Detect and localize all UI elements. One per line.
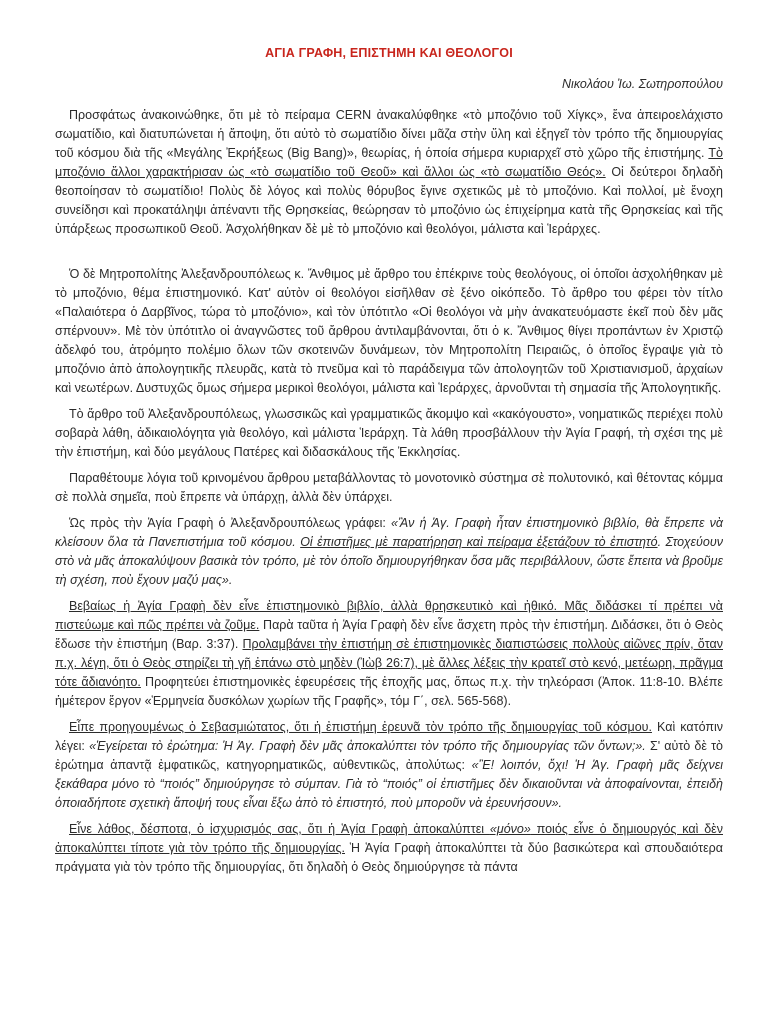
paragraph-6	[55, 597, 723, 711]
paragraph-8	[55, 820, 723, 877]
p5-quote: «Ἂν ἡ Ἁγ. Γραφὴ ἦταν ἐπιστημονικὸ βιβλίο, θὰ ἔπρεπε νὰ κλείσουν ὅλα τὰ Πανεπιστήμια τοῦ κόσμου.	[55, 516, 723, 549]
paragraph-2: Ὁ δὲ Μητροπολίτης Ἀλεξανδρουπόλεως κ. Ἄνθιμος μὲ ἄρθρο του ἐπέκρινε τοὺς θεολόγους, οἱ ὁποῖοι ἀσχολήθηκαν μὲ τὸ μποζόνιο, θέμα ἐπιστημονικό. Κατ' αὐτὸν οἱ θεολόγοι εἰσῆλθαν σὲ ξένο οἰκόπεδο. Τὸ ἄρθρο του φέρει τὸν τίτλο «Παλαιότερα ὁ Δαρβῖνος, τώρα τὸ μποζόνιο», καὶ τὸν ὑπότιτλο «Οἱ θεολόγοι νὰ μὴν ἀνακατευόμαστε ἐκεῖ ποὺ δὲν μᾶς σπέρνουν». Μὲ τὸν ὑπότιτλο οἱ ἀναγνῶστες τοῦ ἄρθρου ἀντιλαμβάνονται, ὅτι ὁ κ. Ἄνθιμος θίγει προπάντων ἐν Χριστῷ ἀδελφό του, ἀτρόμητο πολέμιο ὅλων τῶν σκοτεινῶν δυνάμεων, τὸν Μητροπολίτη Πειραιῶς, ὁ ὁποῖος ἔγραψε γιὰ τὸ μποζόνιο ἀπὸ ἀπολογητικῆς πλευρᾶς, κατὰ τὸ πνεῦμα καὶ τὸ παράδειγμα τῶν ἀπολογητῶν τοῦ Χριστιανισμοῦ, ἀρχαίων καὶ νεωτέρων. Δυστυχῶς ὅμως σήμερα μερικοὶ θεολόγοι, μάλιστα καὶ Ἱεράρχες, ἀρνοῦνται τὴ σημασία τῆς Ἀπολογητικῆς.	[55, 267, 723, 395]
document-page	[55, 40, 723, 877]
p5-quote-end: . Στοχεύουν στὸ νὰ μᾶς ἀποκαλύψουν βασικὰ τὸν τρόπο, μὲ τὸν ὁποῖο δημιουργήθηκαν ὅσα μᾶς περιβάλλουν, ὥστε ἔπειτα νὰ βροῦμε τὴ σχέση, ποὺ ἔχουν μαζύ μας».	[55, 535, 723, 587]
p6-text-d: Προφητεύει ἐπιστημονικὲς ἐφευρέσεις τῆς ἐποχῆς μας, ὅπως π.χ. τὴν τηλεόρασι (Ἀποκ. 11:8-10. Βλέπε ἡμέτερον ἔργον «Ἑρμηνεία δυσκόλων χωρίων τῆς Γραφῆς», τόμ Γ΄, σελ. 565-568).	[55, 675, 723, 708]
paragraph-7	[55, 718, 723, 813]
p5-quote-underlined: Οἱ ἐπιστῆμες μὲ παρατήρηση καὶ πείραμα ἐξετάζουν τὸ ἐπιστητό	[300, 535, 658, 549]
paragraph-5	[55, 514, 723, 590]
paragraph-4: Παραθέτουμε λόγια τοῦ κρινομένου ἄρθρου μεταβάλλοντας τὸ μονοτονικὸ σύστημα σὲ πολυτονικό, καὶ θέτοντας κόμμα σὲ πολλὰ σημεῖα, ποὺ ἔπρεπε νὰ ὑπάρχῃ, ἀλλὰ δὲν ὑπάρχει.	[55, 471, 723, 504]
p6-text-b: Παρὰ ταῦτα ἡ Ἁγία Γραφὴ δὲν εἶνε ἄσχετη πρὸς τὴν ἐπιστήμη. Διδάσκει, ὅτι ὁ Θεὸς ἔδωσε τὴν ἐπιστήμη (Βαρ. 3:37).	[55, 618, 723, 651]
p1-underlined: Τὸ μποζόνιο ἄλλοι χαρακτήρισαν ὡς «τὸ σωματίδιο τοῦ Θεοῦ» καὶ ἄλλοι ὡς «τὸ σωματίδιο Θεός».	[55, 146, 723, 179]
paragraph-3: Τὸ ἄρθρο τοῦ Ἀλεξανδρουπόλεως, γλωσσικῶς καὶ γραμματικῶς ἄκομψο καὶ «κακόγουστο», νοηματικῶς περιέχει πολὺ σοβαρὰ λάθη, ἀδικαιολόγητα γιὰ θεολόγο, καὶ μάλιστα Ἱεράρχη. Τὰ λάθη προσβάλλουν τὴν Ἁγία Γραφή, τὴ σχέσι της μὲ τὴν ἐπιστήμη, καὶ δύο μεγάλους Πατέρες καὶ διδασκάλους τῆς Ἐκκλησίας.	[55, 407, 723, 459]
p7-text-d: Σ' αὐτὸ δὲ τὸ ἐρώτημα ἀπαντᾷ ἐμφατικῶς, κατηγορηματικῶς, αὐθεντικῶς, ἀπολύτως:	[55, 739, 724, 772]
p7-text-b: Καὶ κατόπιν λέγει:	[55, 720, 723, 753]
document-title: ΑΓΙΑ ΓΡΑΦΗ, ΕΠΙΣΤΗΜΗ ΚΑΙ ΘΕΟΛΟΓΟΙ	[265, 46, 513, 60]
paragraph-1	[55, 106, 723, 239]
author-line: Νικολάου Ἰω. Σωτηροπούλου	[562, 77, 723, 91]
p1-text-a: Προσφάτως ἀνακοινώθηκε, ὅτι μὲ τὸ πείραμα CERN ἀνακαλύφθηκε «τὸ μποζόνιο τοῦ Χίγκς», ἕνα ἀπειροελάχιστο σωματίδιο, καὶ διατυπώνεται ἡ ἄποψη, ὅτι αὐτὸ τὸ σωματίδιο δίνει μᾶζα στὴν ὕλη καὶ ἐξηγεῖ τὸν τρόπο τῆς δημιουργίας τοῦ κόσμου διὰ τῆς «Μεγάλης Ἐκρήξεως (Big Bang)», θεωρίας, ἡ ὁποία σήμερα κυριαρχεῖ στὸ χῶρο τῆς ἐπιστήμης.	[55, 108, 723, 160]
p7-quote-2: «Ἒ! λοιπόν, ὄχι! Ἡ Ἁγ. Γραφὴ μᾶς δείχνει ξεκάθαρα μόνο τὸ “ποιός” δημιούργησε τὸ σύμπαν. Γιὰ τὸ “ποιός” οἱ ἐπιστῆμες δὲν δικαιοῦνται νὰ ἀποφαίνονται, ἐπειδὴ ὁποιαδήποτε σχετικὴ ἄποψή τους εἶναι ἔξω ἀπὸ τὸ ἐπιστητό, ποὺ μποροῦν νὰ ἐρευνήσουν».	[55, 758, 723, 810]
p8-underlined-a: Εἶνε λάθος, δέσποτα, ὁ ἰσχυρισμός σας, ὅτι ἡ Ἁγία Γραφὴ ἀποκαλύπτει	[69, 822, 490, 836]
p1-text-c: Οἱ δεύτεροι δηλαδὴ θεοποίησαν τὸ σωματίδιο! Πολὺς δὲ λόγος καὶ πολὺς θόρυβος ἔγινε σχετικῶς μὲ τὸ μποζόνιο. Καὶ πολλοί, μὲ ἔνοχη συνείδησι καὶ προκατάληψι ἀπέναντι τῆς Θρησκείας, θεώρησαν τὸ μποζόνιο ὡς ἐπιχείρημα κατὰ τῆς Θρησκείας καὶ τῆς ὑπάρξεως προσωπικοῦ Θεοῦ. Ἀσχολήθηκαν δὲ μὲ τὸ μποζόνιο καὶ θεολόγοι, μάλιστα καὶ Ἱεράρχες.	[55, 165, 723, 236]
p8-text-d: Ἡ Ἁγία Γραφὴ ἀποκαλύπτει τὰ δύο βασικώτερα καὶ σπουδαιότερα πράγματα γιὰ τὸν τρόπο τῆς δημιουργίας, ὅτι δηλαδὴ ὁ Θεὸς δημιούργησε τὰ πάντα	[55, 841, 723, 874]
p8-underlined-c: ποιός εἶνε ὁ δημιουργός καὶ δὲν ἀποκαλύπτει τίποτε γιὰ τὸν τρόπο τῆς δημιουργίας.	[55, 822, 723, 855]
p6-underlined-c: Προλαμβάνει τὴν ἐπιστήμη σὲ ἐπιστημονικὲς διαπιστώσεις πολλοὺς αἰῶνες πρίν, ὅταν π.χ. λέγη, ὅτι ὁ Θεὸς στηρίζει τὴ γῆ ἐπάνω στὸ μηδὲν (Ἰὼβ 26:7), μὲ ἄλλες λέξεις τὴν κρατεῖ στὸ κενό, μετέωρη, πρᾶγμα τότε ἄδιανόητο.	[55, 637, 724, 689]
p5-text-a: Ὡς πρὸς τὴν Ἁγία Γραφὴ ὁ Ἀλεξανδρουπόλεως γράφει:	[69, 516, 392, 530]
p7-quote-1: «Ἐγείρεται τὸ ἐρώτημα: Ἡ Ἁγ. Γραφὴ δὲν μᾶς ἀποκαλύπτει τὸν τρόπο τῆς δημιουργίας τῶν ὄντων;».	[89, 739, 646, 753]
p8-emphasis: «μόνο»	[489, 822, 531, 836]
p6-underlined-a: Βεβαίως ἡ Ἁγία Γραφὴ δὲν εἶνε ἐπιστημονικὸ βιβλίο, ἀλλὰ θρησκευτικὸ καὶ ἠθικό. Μᾶς διδάσκει τί πρέπει νὰ πιστεύωμε καὶ πῶς πρέπει νὰ ζοῦμε.	[55, 599, 723, 632]
p7-underlined: Εἶπε προηγουμένως ὁ Σεβασμιώτατος, ὅτι ἡ ἐπιστήμη ἐρευνᾶ τὸν τρόπο τῆς δημιουργίας τοῦ κόσμου.	[69, 720, 652, 734]
